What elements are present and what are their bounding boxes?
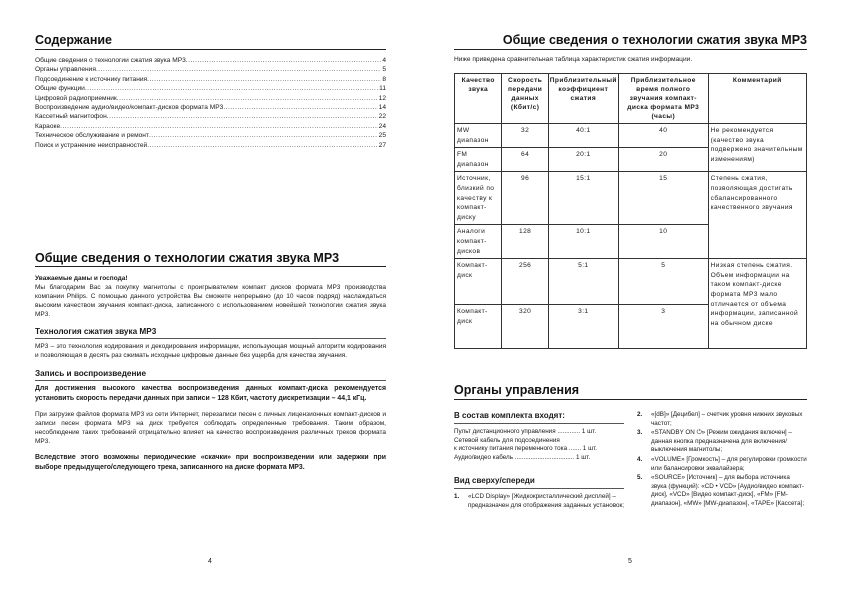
record-title: Запись и воспроизведение [35, 369, 147, 378]
toc-entry-title: Цифровой радиоприемник [35, 94, 117, 102]
intro-paragraph: Мы благодарим Вас за покупку магнитолы с проигрывателем компакт дисков формата MP3 производства компании Philips. С помощью данного устройства Вы сможете непрерывно (до 10 часов подряд) наслаждаться высоким качеством звучания компакт-диска, записанного с использованием новейшей технологии сжатия звука MP3. [35, 284, 386, 318]
list-item [637, 429, 807, 455]
toc-entry-title: Подсоединение к источнику питания [35, 75, 148, 83]
right-page [421, 0, 842, 595]
header-rule [454, 49, 807, 50]
table-header-cell: Скорость передачи данных (Кбит/с) [502, 74, 548, 124]
table-cell-comment: Не рекомендуется (качество звука подвержено значительным изменениям) [708, 124, 806, 172]
toc-entry [35, 75, 386, 84]
table-cell: 10:1 [548, 225, 618, 259]
record-rule [35, 380, 386, 381]
toc-entry [35, 56, 386, 65]
toc-leader-dots [186, 56, 382, 65]
toc-leader-dots [223, 103, 377, 112]
record-paragraph: При загрузке файлов формата MP3 из сети Интернет, перезаписи песен с личных лицензионных компакт-дисков и записи песен формата MP3 на диск требуется соблюдать определенные требования. Таким образом, несоблюдение таких требований отрицательно влияет на качество воспроизведения различных треков формата MP3. [35, 411, 386, 445]
toc-entry [35, 84, 386, 93]
contents-title: Содержание [35, 33, 113, 47]
table-cell: 15:1 [548, 172, 618, 225]
toc-entry-page: 12 [378, 94, 386, 102]
table-cell-comment: Низкая степень сжатия. Объем информации на таком компакт-диске формата MP3 мало отличается от объема информации, записанной на обычном диске [708, 259, 806, 349]
controls-list [637, 411, 807, 509]
toc-entry [35, 65, 386, 74]
list-item-text: «LCD Display» [Жидкокристаллический дисплей] – предназначен для отображения заданных установок; [468, 493, 625, 509]
tech-title: Технология сжатия звука MP3 [35, 327, 157, 336]
toc-entry-page: 5 [382, 66, 386, 74]
table-cell: MW диапазон [455, 124, 502, 148]
table-header-cell: Качество звука [455, 74, 502, 124]
table-cell-comment: Степень сжатия, позволяющая достигать сбалансированного качественного звучания [708, 172, 806, 259]
table-cell: Аналоги компакт-дисков [455, 225, 502, 259]
toc-leader-dots [60, 122, 378, 131]
table-cell: FM диапазон [455, 148, 502, 172]
table-cell: 320 [502, 305, 548, 349]
record-bold-paragraph: Для достижения высокого качества воспроизведения данных компакт-диска рекомендуется установить скорость передачи данных при записи – 128 Кбит, частоту дискретизации – 44,1 кГц. [35, 385, 386, 402]
toc-leader-dots [149, 131, 378, 140]
toc-entry [35, 131, 386, 140]
table-cell: 15 [618, 172, 708, 225]
toc-entry [35, 141, 386, 150]
view-title: Вид сверху/спереди [454, 476, 535, 486]
toc-leader-dots [147, 75, 381, 84]
view-rule [454, 488, 624, 489]
tech-paragraph: MP3 – это технология кодирования и декодирования информации, использующая мощный алгоритм кодирования и позволяющая в десять раз сжимать исходные цифровые данные без ущерба для качества звучания. [35, 343, 386, 359]
toc-entry-page: 8 [382, 75, 386, 83]
kit-item: к источнику питания переменного тока ....... 1 шт. [454, 445, 598, 453]
toc-entry-title: Караоке [35, 122, 61, 130]
table-cell: 128 [502, 225, 548, 259]
toc-entry-page: 14 [378, 104, 386, 112]
table-cell: 40 [618, 124, 708, 148]
controls-title: Органы управления [454, 383, 580, 397]
kit-rule [454, 423, 624, 424]
toc-entry-title: Техническое обслуживание и ремонт [35, 132, 149, 140]
kit-item: Аудио/видео кабель .................................. 1 шт. [454, 453, 591, 461]
list-item-number: 5. [637, 474, 643, 482]
toc-entry-title: Воспроизведение аудио/видео/компакт-дисков формата MP3 [35, 104, 224, 112]
table-cell: 20 [618, 148, 708, 172]
section-title: Общие сведения о технологии сжатия звука MP3 [35, 251, 340, 265]
toc-entry-title: Поиск и устранение неисправностей [35, 141, 148, 149]
table-row [455, 124, 807, 148]
kit-item: Пульт дистанционного управления ............. 1 шт. [454, 428, 597, 435]
table-header-row [455, 74, 807, 124]
table-cell: 3 [618, 305, 708, 349]
table-cell: Источник, близкий по качеству к компакт-диску [455, 172, 502, 225]
page-number-left: 4 [208, 558, 212, 565]
table-cell: Компакт-диск [455, 259, 502, 305]
header-title: Общие сведения о технологии сжатия звука MP3 [502, 33, 807, 47]
table-header-cell: Приблизительный коэффициент сжатия [548, 74, 618, 124]
table-cell: 5 [618, 259, 708, 305]
table-cell: 256 [502, 259, 548, 305]
tech-rule [35, 338, 386, 339]
page-number-right: 5 [628, 558, 632, 565]
table-row [455, 172, 807, 225]
table-intro: Ниже приведена сравнительная таблица характеристик сжатия информации. [454, 56, 693, 63]
toc-entry-title: Кассетный магнитофон [35, 113, 107, 121]
record-bold-paragraph-2: Вследствие этого возможны периодические «скачки» при воспроизведении или задержки при выборе предыдущего/следующего трека, записанного на диске формата MP3. [35, 454, 386, 471]
toc-entry-page: 27 [378, 141, 386, 149]
toc-leader-dots [85, 84, 378, 93]
kit-title: В состав комплекта входят: [454, 411, 565, 420]
table-cell: 40:1 [548, 124, 618, 148]
table-cell: 32 [502, 124, 548, 148]
table-cell: 64 [502, 148, 548, 172]
list-item-text: «[dB]» [Децибел] – счетчик уровня нижних звуковых частот; [651, 411, 803, 427]
table-cell: 3:1 [548, 305, 618, 349]
toc-leader-dots [117, 94, 378, 103]
toc-entry-title: Органы управления [35, 66, 96, 74]
list-item-number: 1. [454, 493, 460, 501]
controls-rule [454, 399, 807, 400]
list-item-number: 3. [637, 429, 643, 437]
toc-entry-page: 25 [378, 132, 386, 140]
toc-leader-dots [107, 112, 378, 121]
list-item-text: «VOLUME» [Громкость] – для регулировки громкости или балансировки эквалайзера; [651, 455, 807, 472]
toc-entry-page: 22 [378, 113, 386, 121]
toc-entry [35, 122, 386, 131]
list-item-number: 4. [637, 455, 643, 463]
toc-entry-page: 11 [379, 85, 386, 93]
toc-entry-page: 4 [382, 57, 386, 64]
toc-entry [35, 103, 386, 112]
list-item-text: «SOURCE» [Источник] – для выбора источника звука (функций): «CD • VCD» [Аудио/видео компакт-диск], «VCD» [Видео компакт-диск], «FM» [FM-диапазон], «MW» [MW-диапазон], «TAPE» [Кассета]; [651, 474, 805, 507]
view-list [454, 493, 624, 510]
list-item [637, 456, 807, 473]
list-item [637, 411, 807, 428]
toc-entry-title: Общие сведения о технологии сжатия звука MP3 [35, 57, 186, 64]
contents-rule [35, 49, 386, 50]
section-rule [35, 266, 386, 267]
toc-entry [35, 112, 386, 121]
toc-entry [35, 94, 386, 103]
table-row [455, 259, 807, 305]
table-cell: 10 [618, 225, 708, 259]
table-cell: 20:1 [548, 148, 618, 172]
toc-entry-title: Общие функции [35, 85, 85, 93]
compression-table [454, 73, 807, 349]
toc-entry-page: 24 [378, 122, 386, 130]
table-header-cell: Комментарий [708, 74, 806, 124]
table-cell: 96 [502, 172, 548, 225]
table-cell: Компакт-диск [455, 305, 502, 349]
list-item-text: «STANDBY ON ⏻» [Режим ожидания включен] – данная кнопка предназначена для включения/выключения магнитолы; [651, 429, 792, 454]
greeting: Уважаемые дамы и господа! [35, 275, 128, 282]
list-item-number: 2. [637, 411, 643, 418]
toc-leader-dots [147, 141, 377, 150]
kit-item: Сетевой кабель для подсоединения [454, 436, 560, 444]
list-item [637, 474, 807, 508]
table-header-cell: Приблизительное время полного звучания компакт-диска формата MP3 (часы) [618, 74, 708, 124]
list-item [454, 493, 624, 510]
toc-leader-dots [96, 65, 381, 74]
table-cell: 5:1 [548, 259, 618, 305]
table-of-contents [35, 56, 386, 150]
